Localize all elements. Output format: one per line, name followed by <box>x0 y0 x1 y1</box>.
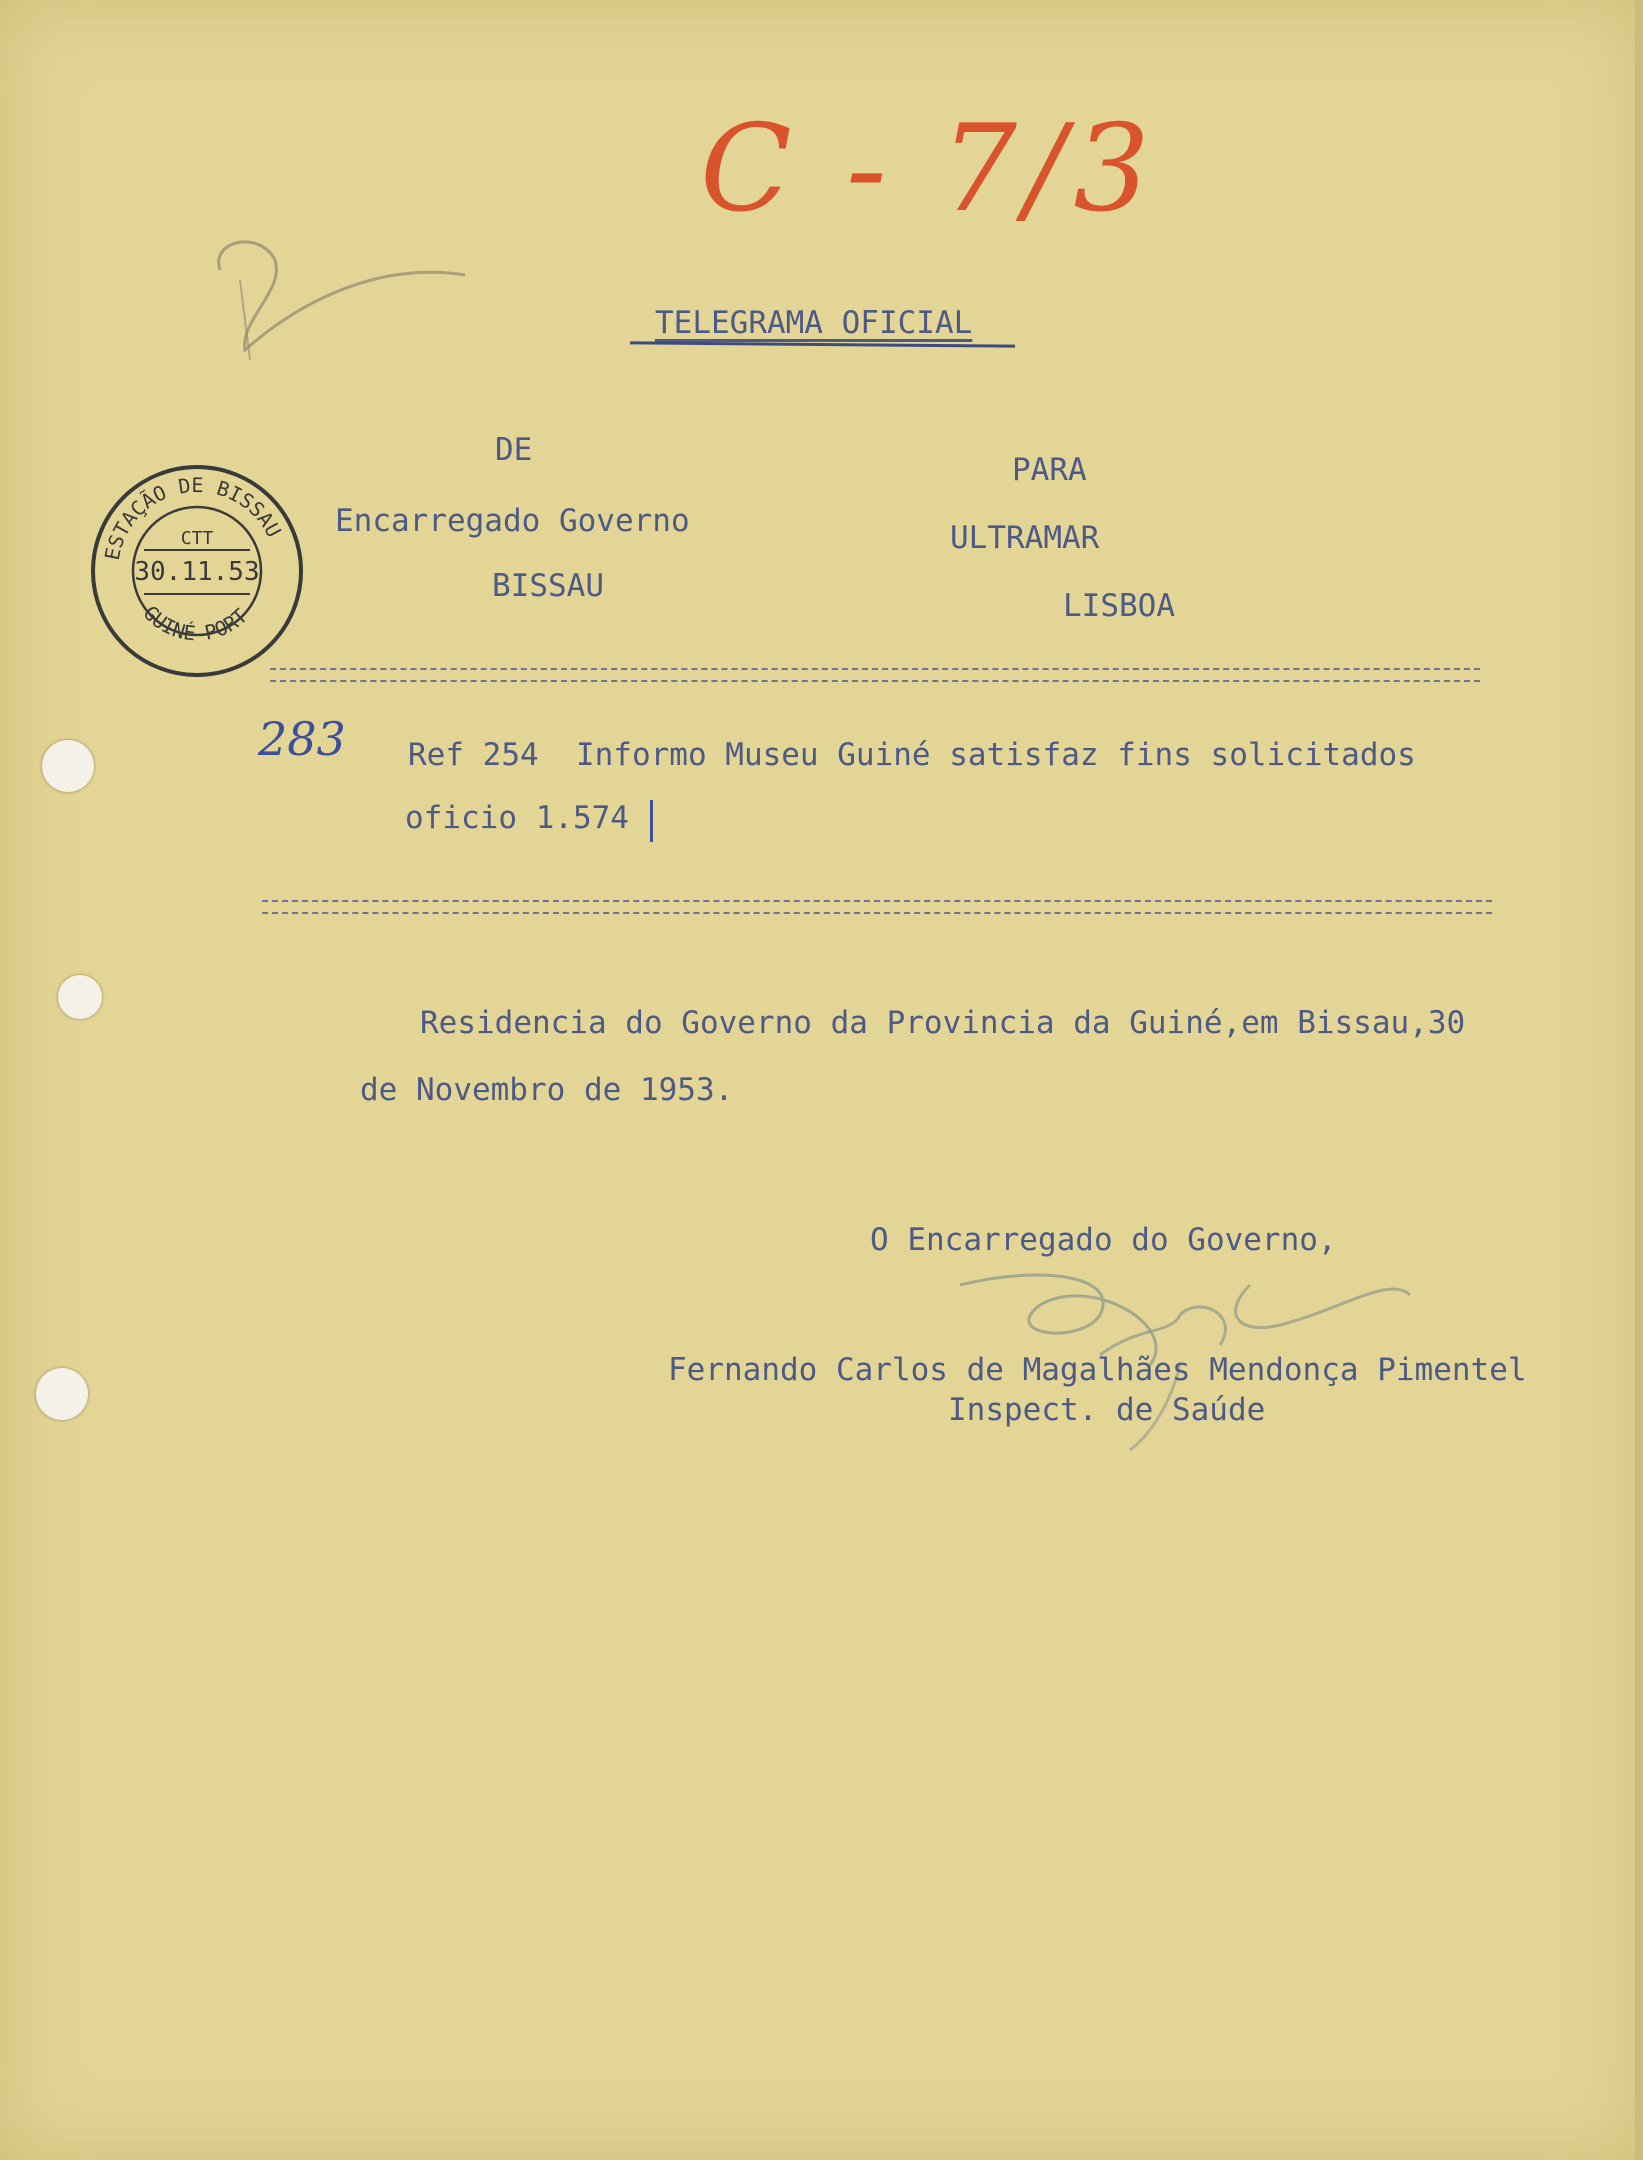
separator-bottom <box>262 900 1492 914</box>
to-label: PARA <box>1012 452 1087 488</box>
svg-text:GUINÉ PORT: GUINÉ PORT <box>138 600 253 646</box>
pen-mark <box>650 800 653 842</box>
document-title: TELEGRAMA OFICIAL <box>655 305 973 341</box>
from-label: DE <box>495 432 533 468</box>
closing-line-1: Residencia do Governo da Provincia da Guiné,em Bissau,30 <box>420 1005 1466 1041</box>
stamp-office: CTT <box>180 528 214 549</box>
page-edge <box>1635 0 1643 2160</box>
message-line-2: oficio 1.574 <box>405 800 629 836</box>
from-place: BISSAU <box>492 568 604 604</box>
punch-hole-middle <box>58 975 102 1019</box>
signatory-title: Inspect. de Saúde <box>948 1392 1266 1428</box>
to-place: LISBOA <box>1063 588 1175 624</box>
separator-top <box>270 668 1480 682</box>
pencil-scribble <box>200 220 480 370</box>
stamp-outer-text: ESTAÇÃO DE BISSAU <box>99 472 287 563</box>
archive-code: C - 7/3 <box>700 100 1158 239</box>
title-underline <box>630 341 1015 347</box>
message-number: 283 <box>258 712 346 766</box>
signature-salutation: O Encarregado do Governo, <box>870 1222 1337 1258</box>
stamp-date: 30.11.53 <box>134 557 260 587</box>
to-recipient: ULTRAMAR <box>950 520 1100 556</box>
message-line-1: Ref 254 Informo Museu Guiné satisfaz fins solicitados <box>408 737 1416 773</box>
punch-hole-top <box>42 740 94 792</box>
punch-hole-bottom <box>36 1368 88 1420</box>
postal-stamp <box>88 462 306 680</box>
closing-line-2: de Novembro de 1953. <box>360 1072 734 1108</box>
signatory-name: Fernando Carlos de Magalhães Mendonça Pimentel <box>668 1352 1527 1388</box>
from-sender: Encarregado Governo <box>335 503 690 539</box>
